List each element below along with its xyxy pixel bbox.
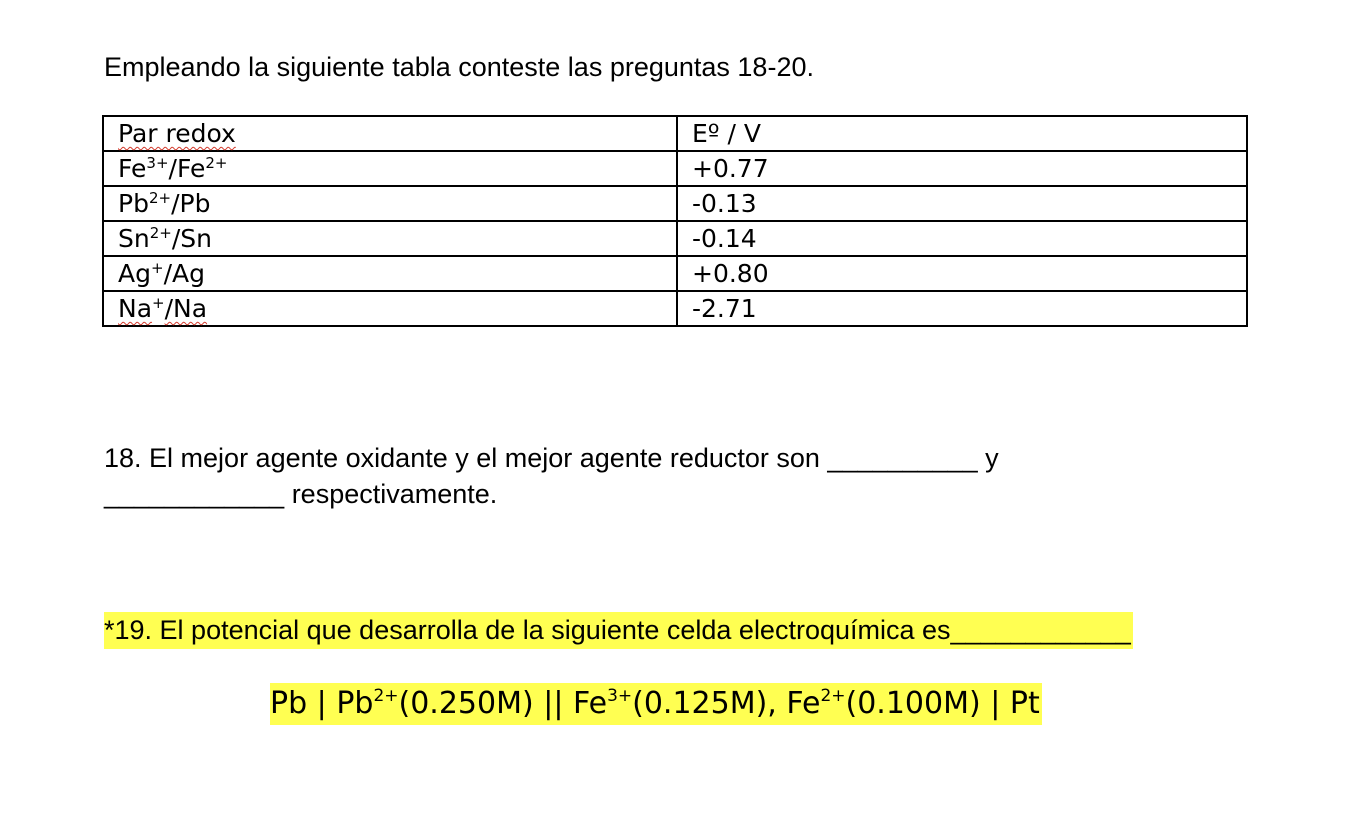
redox-table xyxy=(102,115,1248,327)
header-par-redox: Par redox xyxy=(103,116,677,151)
redox-potential: +0.80 xyxy=(677,256,1247,291)
redox-potential: -0.13 xyxy=(677,186,1247,221)
redox-pair: $Fe^{3+}/Fe^{2+}$ xyxy=(103,151,677,186)
question-18-line-1: 18. El mejor agente oxidante y el mejor agente reductor son __________ y xyxy=(104,443,999,473)
question-18 xyxy=(104,440,1204,512)
redox-potential: +0.77 xyxy=(677,151,1247,186)
table-row xyxy=(103,221,1247,256)
redox-pair: Na+/Na xyxy=(103,291,677,326)
redox-potential: -2.71 xyxy=(677,291,1247,326)
table-row xyxy=(103,291,1247,326)
table-row xyxy=(103,151,1247,186)
table-row xyxy=(103,256,1247,291)
question-19: *19. El potencial que desarrolla de la siguiente celda electroquímica es____________ xyxy=(104,612,1133,649)
redox-pair: $Sn^{2+}/Sn$ xyxy=(103,221,677,256)
redox-pair: Ag+/Ag xyxy=(103,256,677,291)
table-row xyxy=(103,186,1247,221)
electrochemical-cell-notation: Pb | $Pb^{2+}(0.250M)$ || $Fe^{3+}(0.125M)$, $Fe^{2+}(0.100M)$ | Pt xyxy=(270,683,1042,725)
redox-pair: $Pb^{2+}/Pb$ xyxy=(103,186,677,221)
table-header-row xyxy=(103,116,1247,151)
redox-potential: -0.14 xyxy=(677,221,1247,256)
header-potential: Eº / V xyxy=(677,116,1247,151)
question-18-line-2: ____________ respectivamente. xyxy=(104,479,498,509)
instructions-text: Empleando la siguiente tabla conteste las preguntas 18-20. xyxy=(104,52,814,82)
